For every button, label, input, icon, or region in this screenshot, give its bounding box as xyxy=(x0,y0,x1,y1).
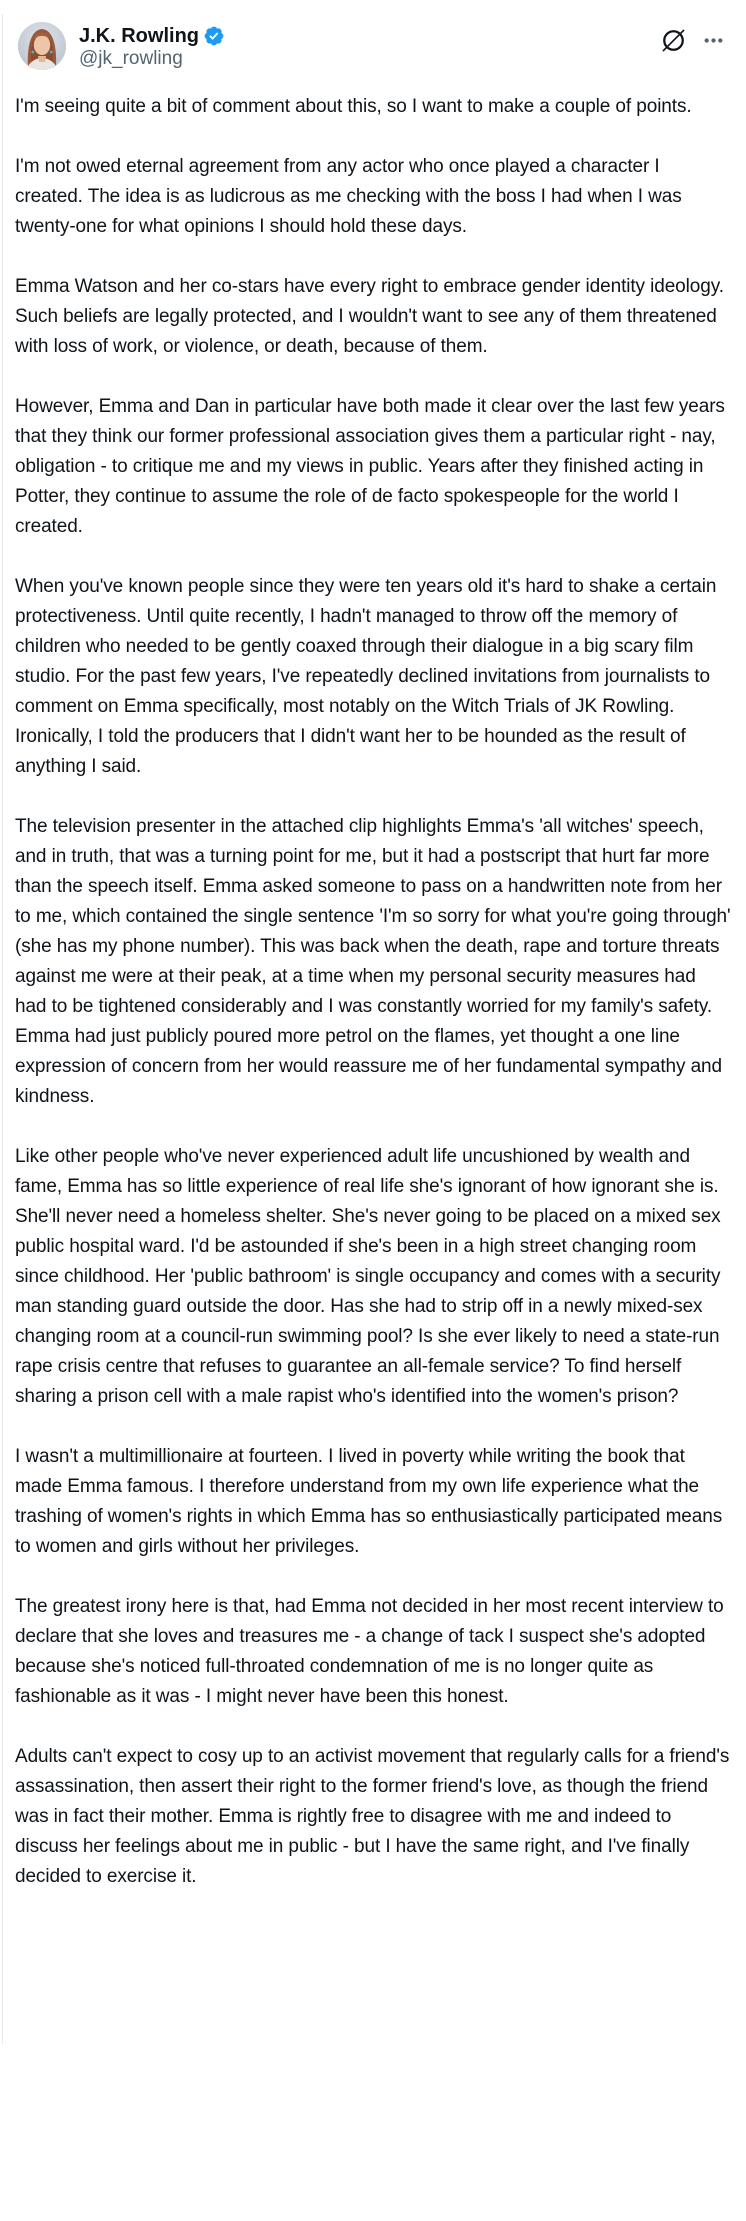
tweet-paragraph: I wasn't a multimillionaire at fourteen. I lived in poverty while writing the book that made Emma famous. I therefore understand from my own life experience what the trashing of women's rights in which Emma has so enthusiastically participated means to women and girls without her privileges. xyxy=(15,1446,723,1557)
tweet-paragraph: The television presenter in the attached clip highlights Emma's 'all witches' speech, and in truth, that was a turning point for me, but it had a postscript that hurt far more than the speech itself. Emma asked someone to pass on a handwritten note from her to me, which contained the single sentence 'I'm so sorry for what you're going through' (she has my phone number). This was back when the death, rape and torture threats against me were at their peak, at a time when my personal security measures had had to be tightened considerably and I was constantly worried for my family's safety. Emma had just publicly poured more petrol on the flames, yet thought a one line expression of concern from her would reassure me of her fundamental sympathy and kindness. xyxy=(15,816,731,1107)
tweet-paragraph: I'm seeing quite a bit of comment about this, so I want to make a couple of points. xyxy=(15,96,692,117)
tweet-text xyxy=(0,92,746,1892)
screenshot-left-border xyxy=(2,14,3,2044)
avatar-image xyxy=(18,22,66,70)
tweet-header xyxy=(0,0,746,70)
grok-actions-button[interactable] xyxy=(660,27,687,54)
more-button[interactable] xyxy=(703,30,724,51)
verified-icon xyxy=(203,25,225,47)
author-block xyxy=(79,22,660,70)
tweet-paragraph: When you've known people since they were ten years old it's hard to shake a certain protectiveness. Until quite recently, I hadn't managed to throw off the memory of children who needed to be gently coaxed through their dialogue in a big scary film studio. For the past few years, I've repeatedly declined invitations from journalists to comment on Emma specifically, most notably on the Witch Trials of JK Rowling. Ironically, I told the producers that I didn't want her to be hounded as the result of anything I said. xyxy=(15,576,717,777)
header-actions xyxy=(660,22,724,54)
tweet-paragraph: I'm not owed eternal agreement from any actor who once played a character I created. The idea is as ludicrous as me checking with the boss I had when I was twenty-one for what opinions I should hold these days. xyxy=(15,156,682,237)
author-handle[interactable]: @jk_rowling xyxy=(79,48,183,69)
tweet-paragraph: However, Emma and Dan in particular have both made it clear over the last few years that they think our former professional association gives them a particular right - nay, obligation - to critique me and my views in public. Years after they finished acting in Potter, they continue to assume the role of de facto spokespeople for the world I created. xyxy=(15,396,725,537)
author-name[interactable]: J.K. Rowling xyxy=(79,25,199,47)
tweet-paragraph: Emma Watson and her co-stars have every right to embrace gender identity ideology. Such beliefs are legally protected, and I wouldn't want to see any of them threatened with loss of work, or violence, or death, because of them. xyxy=(15,276,724,357)
avatar[interactable] xyxy=(18,22,66,70)
more-icon xyxy=(703,30,724,51)
tweet-paragraph: Like other people who've never experienced adult life uncushioned by wealth and fame, Emma has so little experience of real life she's ignorant of how ignorant she is. She'll never need a homeless shelter. She's never going to be placed on a mixed sex public hospital ward. I'd be astounded if she's been in a high street changing room since childhood. Her 'public bathroom' is single occupancy and comes with a security man standing guard outside the door. Has she had to strip off in a newly mixed-sex changing room at a council-run swimming pool? Is she ever likely to need a state-run rape crisis centre that refuses to guarantee an all-female service? To find herself sharing a prison cell with a male rapist who's identified into the women's prison? xyxy=(15,1146,721,1407)
tweet-paragraph: The greatest irony here is that, had Emma not decided in her most recent interview to declare that she loves and treasures me - a change of tack I suspect she's adopted because she's noticed full-throated condemnation of me is no longer quite as fashionable as it was - I might never have been this honest. xyxy=(15,1596,724,1707)
grok-icon xyxy=(660,27,687,54)
tweet-paragraph: Adults can't expect to cosy up to an activist movement that regularly calls for a friend's assassination, then assert their right to the former friend's love, as though the friend was in fact their mother. Emma is rightly free to disagree with me and indeed to discuss her feelings about me in public - but I have the same right, and I've finally decided to exercise it. xyxy=(15,1746,730,1887)
